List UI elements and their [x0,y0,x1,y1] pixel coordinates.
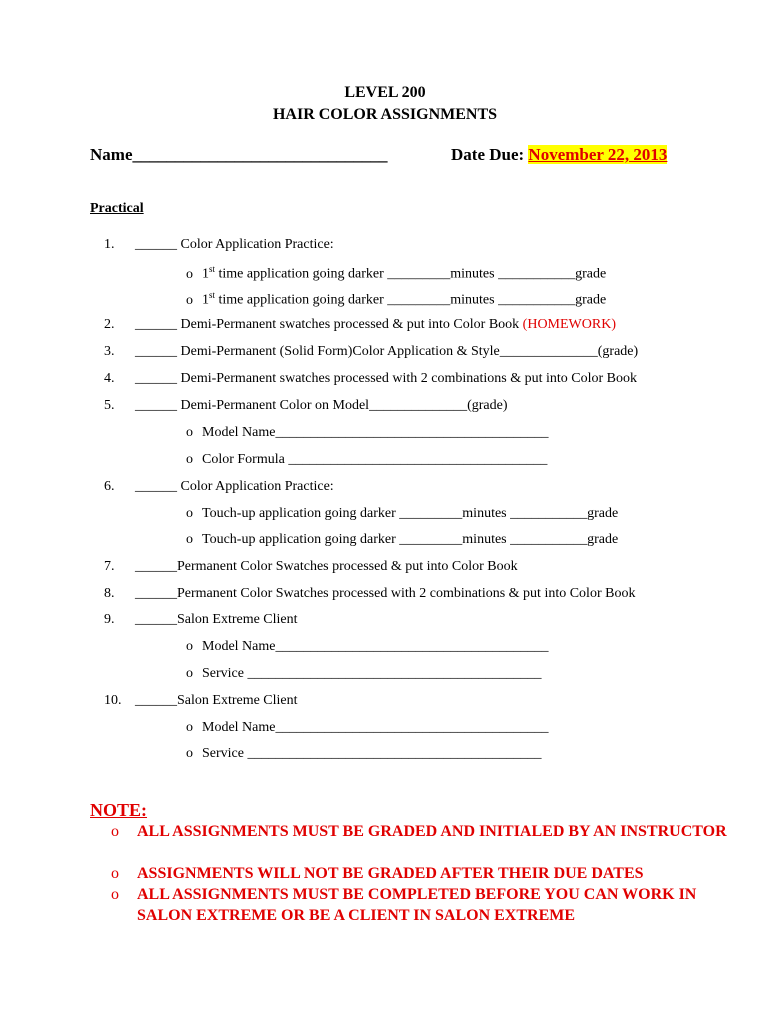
item-number: 7. [104,559,115,574]
note-item: o ASSIGNMENTS WILL NOT BE GRADED AFTER THEIR DUE DATES [111,865,644,882]
item-number: 2. [104,317,115,332]
list-item: ______ Color Application Practice: [135,479,334,494]
bullet: o [186,720,193,735]
item-number: 10. [104,693,122,708]
sub-item: o Service __________________________________________ [186,666,542,681]
note-item: o ALL ASSIGNMENTS MUST BE GRADED AND INITIALED BY AN INSTRUCTOR [111,823,727,840]
item-number: 9. [104,612,115,627]
bullet: o [111,865,119,882]
sub-item: o 1st time application going darker _________minutes ___________grade [186,264,607,282]
title-level: LEVEL 200 [344,84,426,101]
bullet: o [111,886,119,903]
date-due-label: Date Due: [451,145,529,164]
sub-item: o Model Name_______________________________________ [186,425,549,440]
note-heading: NOTE: [90,800,148,820]
bullet: o [186,425,193,440]
homework-label: (HOMEWORK) [522,317,616,332]
list-item: ______Permanent Color Swatches processed & put into Color Book [135,559,518,574]
list-item: ______Salon Extreme Client [135,693,298,708]
list-item: ______Salon Extreme Client [135,612,298,627]
bullet: o [186,639,193,654]
list-item: ______ Demi-Permanent (Solid Form)Color Application & Style______________(grade) [135,344,639,359]
sub-item: o Service __________________________________________ [186,746,542,761]
item-number: 4. [104,371,115,386]
sub-item: o Touch-up application going darker _________minutes ___________grade [186,506,619,521]
list-item: ______Permanent Color Swatches processed with 2 combinations & put into Color Book [135,586,636,601]
list-item: ______ Demi-Permanent swatches processed & put into Color Book (HOMEWORK) [135,317,616,332]
sub-item: o Color Formula _____________________________________ [186,452,548,467]
list-item: ______ Demi-Permanent Color on Model______________(grade) [135,398,508,413]
bullet: o [186,746,193,761]
bullet: o [186,532,193,547]
title-assignments: HAIR COLOR ASSIGNMENTS [272,106,498,123]
section-heading: Practical [90,201,144,216]
date-due [451,145,667,165]
item-number: 1. [104,237,115,252]
bullet: o [186,506,193,521]
sub-item: o 1st time application going darker _________minutes ___________grade [186,290,607,308]
note-item: o ALL ASSIGNMENTS MUST BE COMPLETED BEFORE YOU CAN WORK IN SALON EXTREME OR BE A CLIENT IN SALON EXTREME [111,886,697,924]
item-number: 6. [104,479,115,494]
item-number: 8. [104,586,115,601]
bullet: o [186,292,193,308]
bullet: o [186,452,193,467]
bullet: o [111,823,119,840]
item-number: 5. [104,398,115,413]
item-number: 3. [104,344,115,359]
list-item: ______ Color Application Practice: [135,237,334,252]
due-date-value: November 22, 2013 [528,145,668,164]
list-item: ______ Demi-Permanent swatches processed with 2 combinations & put into Color Book [135,371,637,386]
sub-item: o Touch-up application going darker _________minutes ___________grade [186,532,619,547]
bullet: o [186,266,193,282]
sub-item: o Model Name_______________________________________ [186,639,549,654]
sub-item: o Model Name_______________________________________ [186,720,549,735]
name-field: Name______________________________ [90,145,388,164]
bullet: o [186,666,193,681]
